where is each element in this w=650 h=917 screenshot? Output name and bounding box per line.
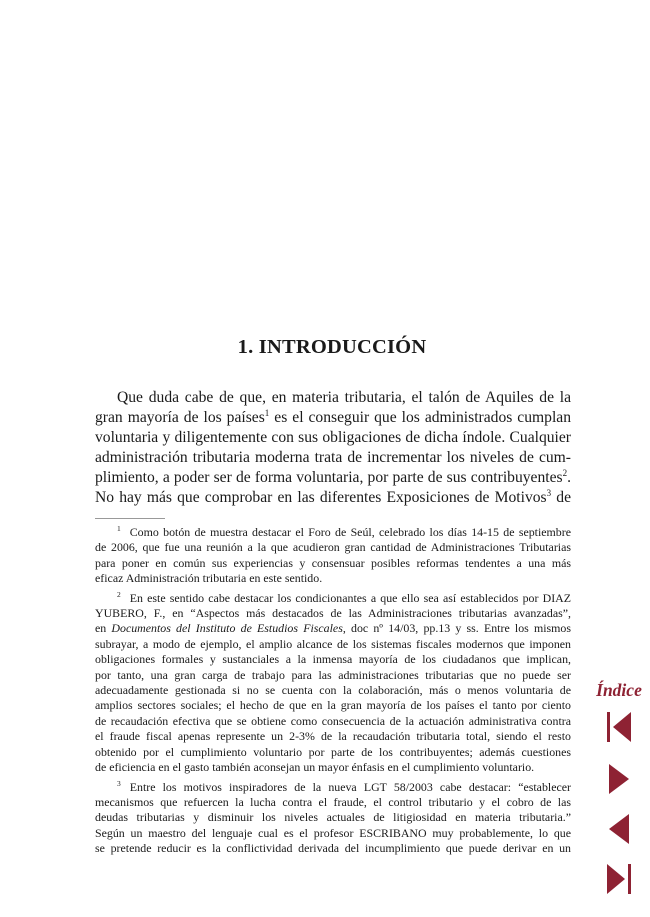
- previous-page-icon: [605, 812, 633, 846]
- section-heading: 1. INTRODUCCIÓN: [237, 336, 427, 358]
- body-line: gran mayoría de los países$^1$ es el conseguir que los administrados cumplan: [95, 408, 571, 426]
- last-page-icon: [605, 862, 633, 896]
- body-paragraph: [95, 388, 571, 508]
- next-page-icon: [605, 762, 633, 796]
- body-line: No hay más que comprobar en las diferentes Exposiciones de Motivos$^3$ de: [95, 488, 571, 506]
- footnote-number: 3: [117, 778, 121, 788]
- footnote-2: $^2$ En este sentido cabe destacar los condicionantes a que ello sea así establecidos por DIAZ YUBERO, F., en “Aspectos más destacados de las Administraciones tributarias avanzadas”, en Documentos del Instituto de Estudios Fiscales, doc nº 14/03, pp.13 y ss. Entre los mismos subrayar, a modo de ejemplo, el amplio alcance de los sistemas fiscales modernos que imponen obligaciones formales y sustanciales a la inmensa mayoría de los ciudadanos que implican, por tanto, una gran carga de trabajo para las administraciones tributarias que no puede ser adecuadamente gestionada si no se cuenta con la colaboración, más o menos voluntaria de amplios sectores sociales; el hecho de que en la gran mayoría de los países el tanto por ciento de recaudación efectiva que se obtiene como consecuencia de la actuación administrativa contra el fraude fiscal apenas represente un 2-3% de la recaudación tributaria total, siendo el resto obtenido por el cumplimiento voluntario por parte de los contribuyentes; además cuestiones de eficiencia en el gasto también aconsejan un mayor énfasis en el cumplimiento voluntario.: [95, 589, 571, 775]
- body-line: Que duda cabe de que, en materia tributaria, el talón de Aquiles de la: [117, 389, 571, 406]
- footnotes: [95, 521, 571, 857]
- first-page-button[interactable]: [605, 710, 633, 744]
- first-page-icon: [605, 710, 633, 744]
- body-line: plimiento, a poder ser de forma voluntaria, por parte de sus contribuyentes$^2$.: [95, 468, 571, 486]
- footnote-1: $^1$ Como botón de muestra destacar el Foro de Seúl, celebrado los días 14-15 de septiembre de 2006, que fue una reunión a la que acudieron gran cantidad de Administraciones Tributarias para poner en común sus experiencias y consensuar posibles reformas tendentes a una más eficaz Administración tributaria en este sentido.: [95, 524, 571, 586]
- body-line: voluntaria y diligentemente con sus obligaciones de dicha índole. Cualquier: [95, 429, 571, 446]
- footnote-ref-1[interactable]: 1: [264, 408, 270, 418]
- footnote-separator: [95, 518, 165, 519]
- last-page-button[interactable]: [605, 862, 633, 896]
- footnote-number: 1: [117, 524, 121, 533]
- footnote-ref-3[interactable]: 3: [546, 488, 552, 498]
- index-link[interactable]: Índice: [596, 680, 642, 700]
- body-line: administración tributaria moderna trata de incrementar los niveles de cum-: [95, 449, 571, 466]
- next-page-button[interactable]: [605, 762, 633, 796]
- previous-page-button[interactable]: [605, 812, 633, 846]
- footnote-ref-2[interactable]: 2: [562, 468, 568, 478]
- publication-title: Documentos del Instituto de Estudios Fiscales: [111, 621, 343, 636]
- footnote-number: 2: [117, 589, 121, 599]
- footnote-3: $^3$ Entre los motivos inspiradores de la nueva LGT 58/2003 cabe destacar: “establecer mecanismos que refuercen la lucha contra el fraude, el control tributario y el cobro de las deudas tributarias y disminuir los niveles actuales de litigiosidad en materia tributaria.” Según un maestro del lenguaje cual es el profesor ESCRIBANO muy probablemente, lo que se pretende reducir es la conflictividad derivada del incumplimiento que puede derivar en un: [95, 778, 571, 856]
